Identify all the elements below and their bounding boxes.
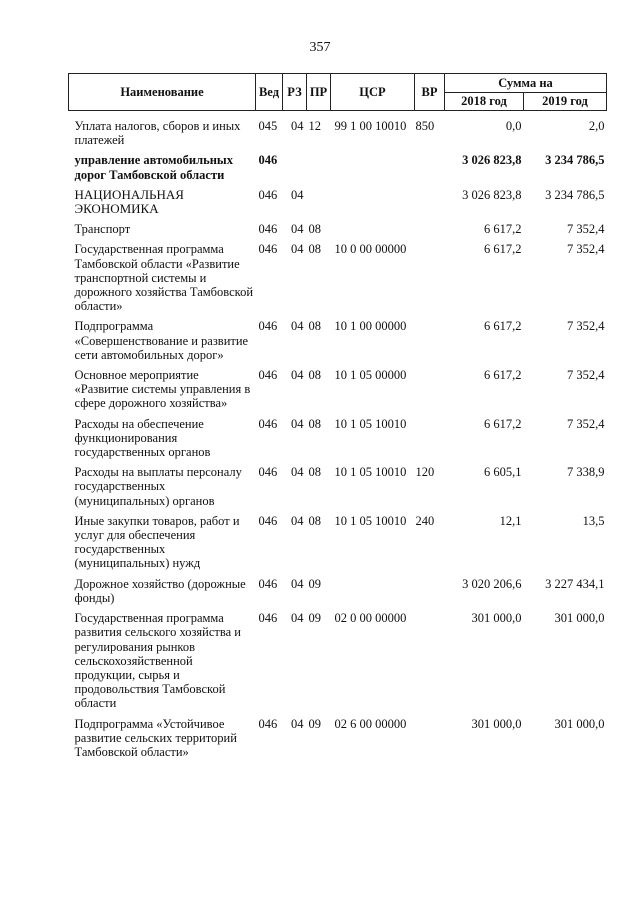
row-2019: 3 227 434,1 bbox=[545, 576, 605, 591]
row-name: Государственная программа Тамбовской области «Развитие транспортной системы и дорожного хозяйства Тамбовской области» bbox=[74, 242, 254, 314]
row-rz: 04 bbox=[291, 319, 304, 334]
row-2018: 301 000,0 bbox=[471, 611, 522, 626]
row-rz bbox=[283, 153, 307, 187]
row-name: Дорожное хозяйство (дорожные фонды) bbox=[74, 576, 246, 605]
row-pr: 08 bbox=[308, 416, 321, 431]
row-vr bbox=[415, 319, 445, 368]
row-2018: 6 617,2 bbox=[484, 416, 522, 431]
row-vr bbox=[415, 717, 445, 766]
header-csr: ЦСР bbox=[331, 74, 415, 111]
row-vr bbox=[415, 611, 445, 716]
row-rz: 04 bbox=[291, 416, 304, 431]
row-rz: 04 bbox=[291, 465, 304, 480]
table-row bbox=[69, 188, 607, 222]
row-pr: 12 bbox=[308, 119, 321, 133]
row-csr: 10 1 00 00000 bbox=[334, 319, 407, 334]
row-pr: 09 bbox=[308, 611, 321, 626]
row-vr: 240 bbox=[415, 513, 435, 528]
row-csr: 02 6 00 00000 bbox=[334, 716, 407, 731]
row-ved: 046 bbox=[258, 153, 278, 168]
header-2019: 2019 год bbox=[524, 93, 607, 111]
row-name: Государственная программа развития сельского хозяйства и регулирования рынков сельскохозяйственной продукции, сырья и продовольствия Тамбовской области bbox=[74, 611, 241, 711]
row-2019: 2,0 bbox=[588, 119, 605, 133]
row-pr: 08 bbox=[308, 319, 321, 334]
row-2018: 301 000,0 bbox=[471, 716, 522, 731]
row-2019: 7 338,9 bbox=[567, 465, 605, 480]
row-2019: 3 234 786,5 bbox=[545, 187, 605, 202]
table-row bbox=[69, 242, 607, 319]
row-2019: 7 352,4 bbox=[567, 416, 605, 431]
row-vr bbox=[415, 368, 445, 417]
row-csr bbox=[331, 577, 415, 611]
row-2019: 7 352,4 bbox=[567, 222, 605, 237]
row-name: Расходы на выплаты персоналу государственных (муниципальных) органов bbox=[74, 465, 242, 508]
row-name: Основное мероприятие «Развитие системы управления в сфере дорожного хозяйства» bbox=[74, 368, 251, 411]
header-name: Наименование bbox=[69, 74, 256, 111]
table-row bbox=[69, 319, 607, 368]
row-name: НАЦИОНАЛЬНАЯ ЭКОНОМИКА bbox=[74, 186, 184, 217]
row-rz: 04 bbox=[291, 368, 304, 383]
row-ved: 045 bbox=[258, 119, 278, 133]
row-2018: 6 617,2 bbox=[484, 319, 522, 334]
row-ved: 046 bbox=[258, 576, 278, 591]
row-ved: 046 bbox=[258, 187, 278, 202]
row-2019: 301 000,0 bbox=[554, 716, 605, 731]
row-2019: 7 352,4 bbox=[567, 319, 605, 334]
row-2018: 3 020 206,6 bbox=[462, 576, 522, 591]
row-ved: 046 bbox=[258, 416, 278, 431]
row-ved: 046 bbox=[258, 222, 278, 237]
row-vr: 120 bbox=[415, 465, 435, 480]
header-sum: Сумма на bbox=[445, 74, 607, 93]
row-csr: 10 1 05 10010 bbox=[334, 513, 407, 528]
row-csr bbox=[331, 222, 415, 242]
header-vr: ВР bbox=[415, 74, 445, 111]
row-2018: 3 026 823,8 bbox=[462, 153, 522, 168]
row-vr bbox=[415, 417, 445, 466]
table-body bbox=[69, 111, 607, 766]
table-row bbox=[69, 111, 607, 154]
table-row bbox=[69, 465, 607, 514]
row-csr: 02 0 00 00000 bbox=[334, 611, 407, 626]
row-ved: 046 bbox=[258, 611, 278, 626]
row-pr bbox=[307, 188, 331, 222]
row-2018: 6 605,1 bbox=[484, 465, 522, 480]
row-vr bbox=[415, 153, 445, 187]
header-2018: 2018 год bbox=[445, 93, 524, 111]
row-ved: 046 bbox=[258, 242, 278, 257]
row-ved: 046 bbox=[258, 465, 278, 480]
row-2019: 13,5 bbox=[582, 513, 605, 528]
row-ved: 046 bbox=[258, 513, 278, 528]
row-2019: 301 000,0 bbox=[554, 611, 605, 626]
row-ved: 046 bbox=[258, 716, 278, 731]
row-csr: 10 1 05 10010 bbox=[334, 465, 407, 480]
table-row bbox=[69, 153, 607, 187]
row-csr: 10 1 05 00000 bbox=[334, 368, 407, 383]
row-rz: 04 bbox=[291, 119, 304, 133]
row-csr bbox=[331, 153, 415, 187]
row-2018: 12,1 bbox=[499, 513, 522, 528]
row-rz: 04 bbox=[291, 187, 304, 202]
row-csr: 99 1 00 10010 bbox=[334, 119, 407, 133]
budget-table bbox=[68, 73, 607, 765]
row-name: Расходы на обеспечение функционирования государственных органов bbox=[74, 416, 211, 460]
table-row bbox=[69, 417, 607, 466]
header-ved: Вед bbox=[256, 74, 283, 111]
row-name: управление автомобильных дорог Тамбовской области bbox=[74, 153, 233, 182]
row-name: Транспорт bbox=[74, 222, 131, 237]
row-rz: 04 bbox=[291, 611, 304, 626]
table-row bbox=[69, 514, 607, 577]
row-2019: 7 352,4 bbox=[567, 368, 605, 383]
row-vr bbox=[415, 188, 445, 222]
row-2019: 7 352,4 bbox=[567, 242, 605, 257]
row-name: Уплата налогов, сборов и иных платежей bbox=[74, 119, 241, 148]
row-2018: 0,0 bbox=[505, 119, 522, 133]
header-pr: ПР bbox=[307, 74, 331, 111]
row-2018: 6 617,2 bbox=[484, 368, 522, 383]
row-2018: 6 617,2 bbox=[484, 222, 522, 237]
table-row bbox=[69, 577, 607, 611]
table-row bbox=[69, 611, 607, 716]
row-vr: 850 bbox=[415, 119, 435, 133]
row-csr: 10 0 00 00000 bbox=[334, 242, 407, 257]
row-ved: 046 bbox=[258, 319, 278, 334]
row-name: Подпрограмма «Устойчивое развитие сельских территорий Тамбовской области» bbox=[74, 716, 237, 759]
row-pr bbox=[307, 153, 331, 187]
row-name: Подпрограмма «Совершенствование и развитие сети автомобильных дорог» bbox=[74, 319, 249, 362]
row-pr: 09 bbox=[308, 716, 321, 731]
table-header bbox=[69, 74, 607, 111]
row-ved: 046 bbox=[258, 368, 278, 383]
row-rz: 04 bbox=[291, 716, 304, 731]
row-2018: 3 026 823,8 bbox=[462, 187, 522, 202]
row-pr: 08 bbox=[308, 222, 321, 237]
row-name: Иные закупки товаров, работ и услуг для обеспечения государственных (муниципальных) нужд bbox=[74, 513, 240, 571]
row-rz: 04 bbox=[291, 222, 304, 237]
row-rz: 04 bbox=[291, 576, 304, 591]
row-vr bbox=[415, 222, 445, 242]
row-vr bbox=[415, 242, 445, 319]
row-pr: 08 bbox=[308, 368, 321, 383]
page-number: 357 bbox=[309, 40, 331, 55]
table-row bbox=[69, 222, 607, 242]
row-2018: 6 617,2 bbox=[484, 242, 522, 257]
row-rz: 04 bbox=[291, 513, 304, 528]
row-csr: 10 1 05 10010 bbox=[334, 416, 407, 431]
row-vr bbox=[415, 577, 445, 611]
row-csr bbox=[331, 188, 415, 222]
row-pr: 08 bbox=[308, 242, 321, 257]
table-row bbox=[69, 717, 607, 766]
row-rz: 04 bbox=[291, 242, 304, 257]
row-pr: 09 bbox=[308, 576, 321, 591]
row-pr: 08 bbox=[308, 465, 321, 480]
header-rz: РЗ bbox=[283, 74, 307, 111]
table-row bbox=[69, 368, 607, 417]
row-pr: 08 bbox=[308, 513, 321, 528]
row-2019: 3 234 786,5 bbox=[545, 153, 605, 168]
